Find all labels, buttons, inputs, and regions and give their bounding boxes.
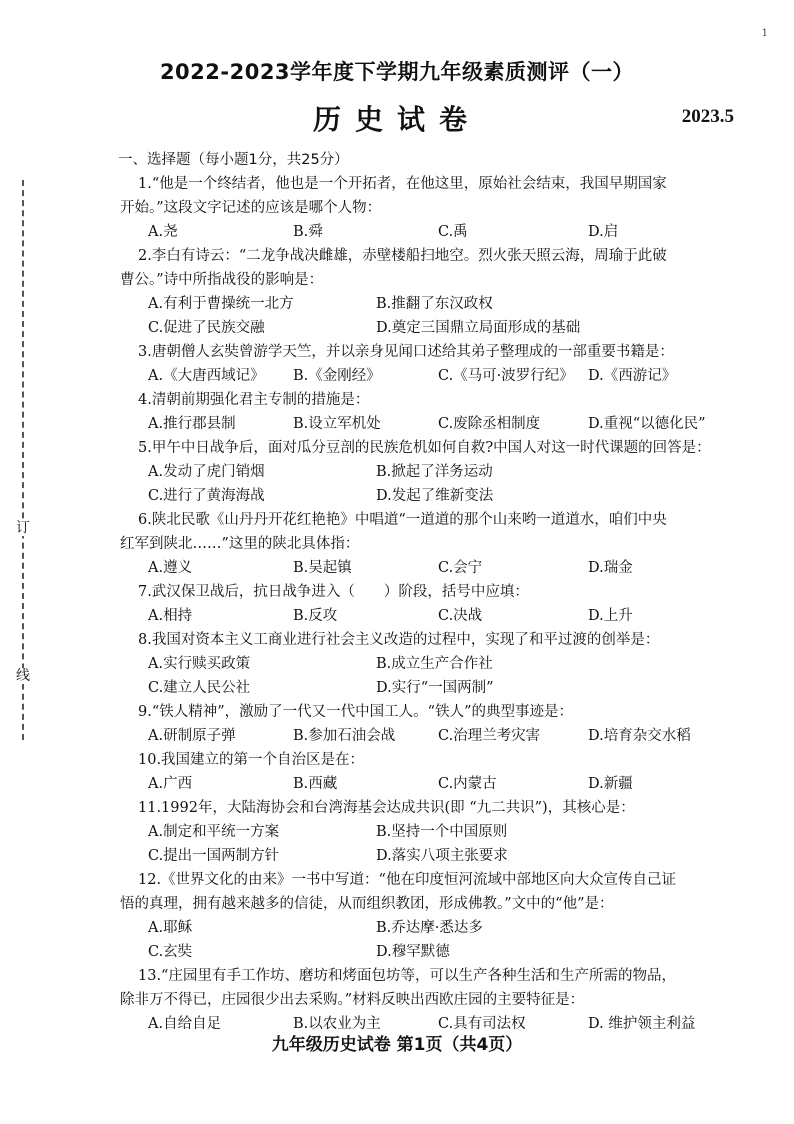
answer-option: C.促进了民族交融 bbox=[148, 320, 265, 336]
question-10 bbox=[120, 748, 780, 796]
section-title: 一、选择题（每小题1分，共25分） bbox=[118, 152, 349, 168]
question-stem-line: 开始。”这段文字记述的应该是哪个人物： bbox=[120, 200, 382, 216]
question-2 bbox=[120, 244, 780, 340]
answer-option: B.舜 bbox=[293, 224, 323, 240]
question-3 bbox=[120, 340, 780, 388]
answer-option: D.启 bbox=[588, 224, 619, 240]
question-stem-line: 曹公。”诗中所指战役的影响是： bbox=[120, 272, 324, 288]
answer-option: A.遵义 bbox=[148, 560, 193, 576]
answer-option: A.发动了虎门销烟 bbox=[148, 464, 265, 480]
answer-option: C.提出一国两制方针 bbox=[148, 848, 280, 864]
question-6 bbox=[120, 508, 780, 580]
answer-option: C.《马可·波罗行纪》 bbox=[438, 368, 574, 384]
option-row bbox=[120, 844, 780, 868]
answer-option: C.禹 bbox=[438, 224, 468, 240]
question-stem-line: 2.李白有诗云：“二龙争战决雌雄，赤壁楼船扫地空。烈火张天照云海，周瑜于此破 bbox=[138, 248, 667, 264]
question-13 bbox=[120, 964, 780, 1036]
answer-option: A.实行赎买政策 bbox=[148, 656, 251, 672]
question-list bbox=[120, 172, 780, 1036]
binding-mark-ding: 订 bbox=[16, 520, 30, 536]
corner-mark: 1 bbox=[761, 28, 768, 39]
option-row bbox=[120, 676, 780, 700]
answer-option: C.废除丞相制度 bbox=[438, 416, 541, 432]
answer-option: B.参加石油会战 bbox=[293, 728, 396, 744]
answer-option: D.落实八项主张要求 bbox=[376, 848, 508, 864]
question-content bbox=[120, 148, 780, 1036]
question-1 bbox=[120, 172, 780, 244]
answer-option: A.《大唐西域记》 bbox=[148, 368, 265, 384]
question-stem-line: 6.陕北民歌《山丹丹开花红艳艳》中唱道“一道道的那个山来哟一道道水，咱们中央 bbox=[138, 512, 667, 528]
answer-option: B.成立生产合作社 bbox=[376, 656, 493, 672]
option-row bbox=[120, 940, 780, 964]
question-12 bbox=[120, 868, 780, 964]
answer-option: B.反攻 bbox=[293, 608, 338, 624]
option-row bbox=[120, 460, 780, 484]
option-row bbox=[120, 412, 780, 436]
question-stem-line: 10.我国建立的第一个自治区是在： bbox=[138, 752, 365, 768]
answer-option: D.实行“一国两制” bbox=[376, 680, 494, 696]
option-row bbox=[120, 772, 780, 796]
answer-option: C.决战 bbox=[438, 608, 483, 624]
answer-option: A.自给自足 bbox=[148, 1016, 222, 1032]
question-8 bbox=[120, 628, 780, 700]
answer-option: C.会宁 bbox=[438, 560, 483, 576]
binding-mark-xian: 线 bbox=[16, 668, 30, 684]
answer-option: B.西藏 bbox=[293, 776, 338, 792]
question-4 bbox=[120, 388, 780, 436]
question-stem-line: 13.“庄园里有手工作坊、磨坊和烤面包坊等，可以生产各种生活和生产所需的物品， bbox=[138, 968, 676, 984]
answer-option: D.穆罕默德 bbox=[376, 944, 450, 960]
subject-title: 历史试卷 bbox=[312, 103, 481, 136]
question-stem-line: 5.甲午中日战争后，面对瓜分豆剖的民族危机如何自救?中国人对这一时代课题的回答是： bbox=[138, 440, 711, 456]
question-stem-line: 12.《世界文化的由来》一书中写道：“他在印度恒河流域中部地区向大众宣传自己证 bbox=[138, 872, 676, 888]
question-stem-line: 3.唐朝僧人玄奘曾游学天竺，并以亲身见闻口述给其弟子整理成的一部重要书籍是： bbox=[138, 344, 674, 360]
answer-option: C.玄奘 bbox=[148, 944, 193, 960]
question-stem-line: 9.“铁人精神”，激励了一代又一代中国工人。“铁人”的典型事迹是： bbox=[138, 704, 573, 720]
question-11 bbox=[120, 796, 780, 868]
question-stem-line: 11.1992年，大陆海协会和台湾海基会达成共识(即 “九二共识”)，其核心是： bbox=[138, 800, 635, 816]
option-row bbox=[120, 484, 780, 508]
option-row bbox=[120, 364, 780, 388]
answer-option: D.新疆 bbox=[588, 776, 633, 792]
option-row bbox=[120, 916, 780, 940]
answer-option: D.瑞金 bbox=[588, 560, 633, 576]
answer-option: B.吴起镇 bbox=[293, 560, 352, 576]
question-stem-line: 7.武汉保卫战后，抗日战争进入（ ）阶段，括号中应填： bbox=[138, 584, 529, 600]
question-stem-line: 1.“他是一个终结者，他也是一个开拓者，在他这里，原始社会结束，我国早期国家 bbox=[138, 176, 667, 192]
answer-option: A.广西 bbox=[148, 776, 193, 792]
option-row bbox=[120, 220, 780, 244]
option-row bbox=[120, 292, 780, 316]
option-row bbox=[120, 556, 780, 580]
question-stem-line: 除非万不得已，庄园很少出去采购。”材料反映出西欧庄园的主要特征是： bbox=[120, 992, 585, 1008]
answer-option: C.内蒙古 bbox=[438, 776, 497, 792]
answer-option: D.上升 bbox=[588, 608, 633, 624]
answer-option: D.重视“以德化民” bbox=[588, 416, 706, 432]
answer-option: B.乔达摩·悉达多 bbox=[376, 920, 483, 936]
answer-option: C.具有司法权 bbox=[438, 1016, 526, 1032]
answer-option: B.坚持一个中国原则 bbox=[376, 824, 508, 840]
answer-option: D.发起了维新变法 bbox=[376, 488, 494, 504]
option-row bbox=[120, 724, 780, 748]
option-row bbox=[120, 316, 780, 340]
answer-option: B.推翻了东汉政权 bbox=[376, 296, 493, 312]
question-5 bbox=[120, 436, 780, 508]
question-7 bbox=[120, 580, 780, 628]
answer-option: A.研制原子弹 bbox=[148, 728, 236, 744]
answer-option: D.《西游记》 bbox=[588, 368, 677, 384]
option-row bbox=[120, 652, 780, 676]
answer-option: A.制定和平统一方案 bbox=[148, 824, 280, 840]
answer-option: A.推行郡县制 bbox=[148, 416, 236, 432]
answer-option: A.相持 bbox=[148, 608, 193, 624]
answer-option: A.尧 bbox=[148, 224, 178, 240]
question-stem-line: 红军到陕北……”这里的陕北具体指： bbox=[120, 536, 360, 552]
question-9 bbox=[120, 700, 780, 748]
answer-option: C.进行了黄海海战 bbox=[148, 488, 265, 504]
answer-option: C.治理兰考灾害 bbox=[438, 728, 541, 744]
answer-option: C.建立人民公社 bbox=[148, 680, 251, 696]
exam-title: 2022-2023学年度下学期九年级素质测评（一） bbox=[159, 60, 635, 84]
answer-option: B.以农业为主 bbox=[293, 1016, 381, 1032]
answer-option: D.奠定三国鼎立局面形成的基础 bbox=[376, 320, 581, 336]
page-footer: 九年级历史试卷 第1页（共4页） bbox=[271, 1035, 523, 1055]
question-stem-line: 悟的真理，拥有越来越多的信徒，从而组织教团，形成佛教。”文中的“他”是： bbox=[120, 896, 614, 912]
option-row bbox=[120, 820, 780, 844]
answer-option: A.耶稣 bbox=[148, 920, 193, 936]
answer-option: D.培育杂交水稻 bbox=[588, 728, 691, 744]
answer-option: B.掀起了洋务运动 bbox=[376, 464, 493, 480]
answer-option: B.《金刚经》 bbox=[293, 368, 381, 384]
answer-option: A.有利于曹操统一北方 bbox=[148, 296, 294, 312]
exam-date: 2023.5 bbox=[681, 106, 734, 127]
binding-line bbox=[22, 180, 24, 740]
question-stem-line: 8.我国对资本主义工商业进行社会主义改造的过程中，实现了和平过渡的创举是： bbox=[138, 632, 660, 648]
answer-option: B.设立军机处 bbox=[293, 416, 381, 432]
question-stem-line: 4.清朝前期强化君主专制的措施是： bbox=[138, 392, 370, 408]
answer-option: D. 维护领主利益 bbox=[588, 1016, 696, 1032]
option-row bbox=[120, 604, 780, 628]
